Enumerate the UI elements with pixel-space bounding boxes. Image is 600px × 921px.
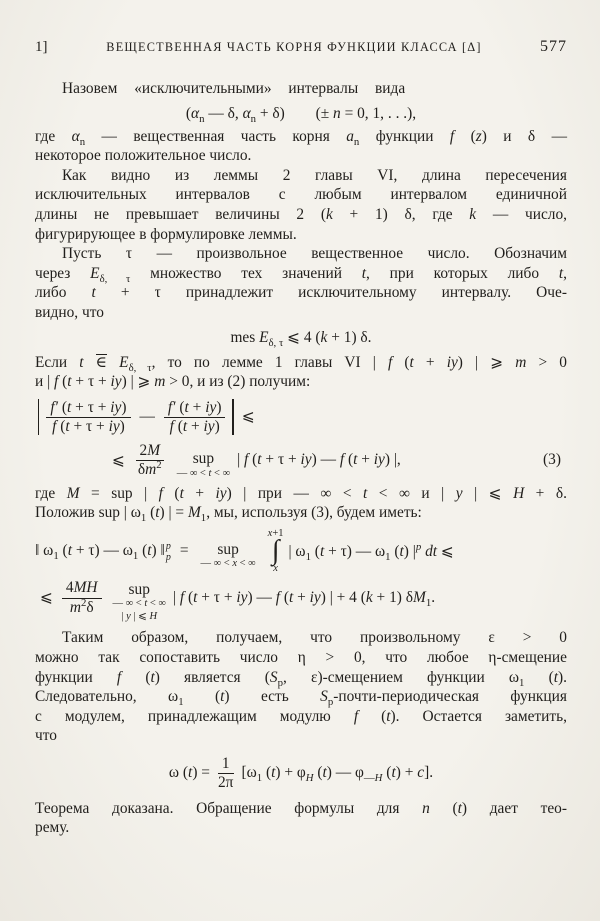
- fraction: [214, 755, 237, 792]
- fraction: [46, 399, 130, 436]
- norm-sub: p: [165, 552, 171, 564]
- fraction-denominator: f (t + iy): [169, 417, 220, 435]
- sup-label: sup: [217, 541, 239, 559]
- paragraph-line: либо t + τ принадлежит исключительному интервалу. Оче-: [35, 284, 567, 302]
- header-page-number: 577: [540, 38, 567, 55]
- sup-operator: [201, 542, 256, 571]
- paragraph-line: Как видно из леммы 2 главы VI, длина пересечения: [62, 166, 567, 184]
- paragraph-line: где M = sup | f (t + iy) | при — ∞ < t < ∞ и | y | ⩽ H + δ.: [35, 484, 567, 502]
- paragraph-line: можно так сопоставить число η > 0, что любое η-смещение: [35, 649, 567, 667]
- abs-bar: [38, 399, 39, 435]
- paragraph: [35, 244, 567, 322]
- equation-rhs: [$\omega_1$ $(t) + \varphi_H$ (t) — $\varphi_{—H}$ (t) + c].: [241, 764, 434, 785]
- running-header: [35, 0, 567, 56]
- paragraph: [35, 353, 567, 392]
- paragraph-line: фигурирующее в формулировке леммы.: [35, 225, 297, 243]
- leq-operator: ⩽: [40, 589, 53, 607]
- fraction: [62, 579, 102, 616]
- equation-intervals: [35, 105, 567, 123]
- paragraph: [35, 484, 567, 523]
- sup-limits: — ∞ < t < ∞: [176, 467, 231, 479]
- fraction-denominator: $m^2\delta$: [69, 596, 94, 616]
- paragraph: [35, 628, 567, 746]
- equation-lhs: ‖ $\omega_1$ (t + τ) — $\omega_1$ (t) ‖: [35, 542, 165, 563]
- fraction-numerator: 1: [218, 755, 234, 774]
- paragraph-line: через $E_{\delta, \tau}$ множество тех значений t, при которых либо t,: [35, 264, 567, 285]
- fraction: [164, 399, 226, 436]
- paragraph-line: Если t ∈ $E_{\delta, \tau}$, то по лемме 1 главы VI | f (t + iy) | ⩾ m > 0: [35, 353, 567, 374]
- paragraph-line: и | f (t + τ + iy) | ⩾ m > 0, и из (2) получим:: [35, 373, 311, 391]
- fraction-denominator: $\delta m^2$: [137, 459, 162, 479]
- sup-limits: — ∞ < x < ∞: [200, 558, 256, 570]
- paragraph-line: рему.: [35, 819, 70, 837]
- paragraph: [35, 79, 567, 99]
- equation-body: | f (t + τ + iy) — f (t + iy) |,: [237, 451, 401, 469]
- integral-upper-limit: x+1: [267, 527, 284, 539]
- fraction-numerator: 2M: [136, 442, 165, 461]
- paragraph-line: функции f (t) является ($S_p$, ε)-смещением функции $\omega_1$ (t).: [35, 668, 567, 689]
- integral-sign: ∫: [271, 535, 280, 567]
- paragraph: [35, 127, 567, 166]
- paragraph-line: с модулем, принадлежащим модулю f (t). Остается заметить,: [35, 707, 567, 725]
- paragraph-line: Положив sup | $\omega_1$ (t) | = $M_1$, мы, используя (3), будем иметь:: [35, 504, 422, 525]
- equation-3: [35, 399, 567, 479]
- paragraph-line: Назовем «исключительными» интервалы вида: [62, 80, 406, 97]
- sup-label: sup: [192, 450, 215, 468]
- equation-body: | $\omega_1$ (t + τ) — $\omega_1$ (t) $|^p$ dt ⩽: [288, 540, 454, 563]
- sup-operator: [177, 451, 230, 480]
- sup-operator: [113, 582, 166, 624]
- norm-sup: p: [165, 540, 171, 552]
- paragraph-line: длины не превышает величины 2 (k + 1) δ, где k — число,: [35, 205, 567, 223]
- leq-operator: ⩽: [241, 408, 255, 426]
- integral: [268, 528, 284, 575]
- minus-operator: —: [139, 407, 155, 425]
- paragraph-line: Пусть τ — произвольное вещественное число. Обозначим: [62, 245, 567, 263]
- equation-bound: [35, 577, 567, 623]
- equation-text: ($\alpha_n$ — δ, $\alpha_n + \delta$) (± n = 0, 1, . . .),: [185, 104, 417, 125]
- fraction-denominator: 2π: [217, 774, 234, 792]
- header-section-number: 1]: [35, 39, 48, 55]
- norm-indices: [166, 541, 171, 564]
- equation-norm: [35, 528, 567, 575]
- paragraph-line: что: [35, 727, 57, 745]
- equation-text: mes $E_{\delta, \tau}$ ⩽ 4 (k + 1) δ.: [230, 328, 372, 349]
- paragraph: [35, 799, 567, 838]
- sup-limit-2: | y | ⩽ H: [121, 611, 158, 623]
- abs-bar: [232, 399, 233, 435]
- equation-3-line-2: [35, 442, 567, 479]
- paragraph-line: некоторое положительное число.: [35, 147, 252, 165]
- fraction-numerator: f′ (t + τ + iy): [46, 399, 130, 418]
- fraction-numerator: f′ (t + iy): [164, 399, 226, 418]
- paragraph-line: видно, что: [35, 303, 104, 321]
- paragraph-line: Теорема доказана. Обращение формулы для n (t) дает тео-: [35, 799, 567, 817]
- header-running-title: ВЕЩЕСТВЕННАЯ ЧАСТЬ КОРНЯ ФУНКЦИИ КЛАССА [Δ]: [106, 40, 482, 54]
- paragraph-line: где $\alpha_n$ — вещественная часть корня $a_n$ функции f (z) и δ —: [35, 127, 567, 148]
- paragraph-line: исключительных интервалов с любым интервалом единичной: [35, 186, 567, 204]
- sup-limit-1: — ∞ < t < ∞: [112, 598, 166, 610]
- paragraph-line: Следовательно, $\omega_1$ (t) есть $S_p-почти$-периодическая функция: [35, 688, 567, 709]
- sup-label: sup: [128, 580, 150, 598]
- equation-lhs: ω (t) =: [168, 764, 210, 782]
- paragraph-line: Таким образом, получаем, что произвольному ε > 0: [62, 629, 567, 647]
- paragraph: [35, 166, 567, 244]
- fraction-numerator: 4MH: [62, 579, 102, 598]
- fraction: [134, 442, 166, 479]
- equation-mes: [35, 328, 567, 347]
- leq-operator: ⩽: [112, 451, 125, 469]
- equation-body: | f (t + τ + iy) — f (t + iy) | + 4 (k + 1) $\delta M_1$.: [172, 588, 436, 609]
- fraction-denominator: f (t + τ + iy): [52, 417, 125, 435]
- equals-operator: =: [179, 542, 189, 560]
- equation-omega: [35, 755, 567, 792]
- integral-lower-limit: x: [273, 563, 278, 575]
- equation-number: (3): [543, 450, 561, 468]
- equation-3-line-1: [35, 399, 567, 436]
